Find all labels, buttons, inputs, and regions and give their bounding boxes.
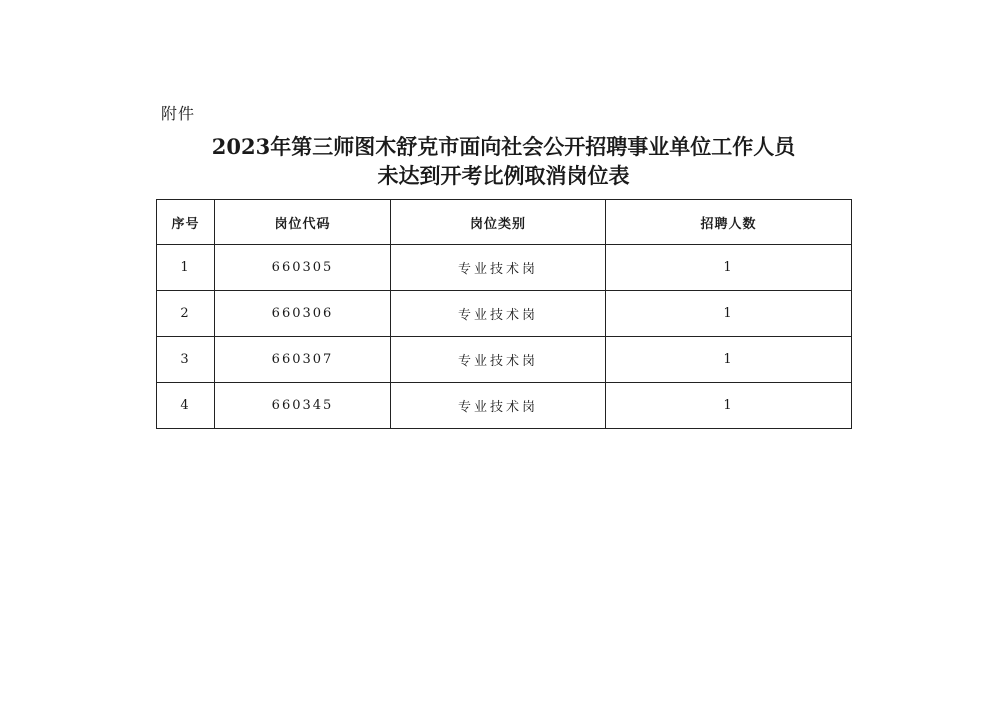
cell-index: 3 [157,337,215,383]
attachment-label: 附件 [161,104,196,123]
cell-index: 1 [157,245,215,291]
cell-position-category: 专业技术岗 [391,291,606,337]
cell-recruit-count: 1 [606,383,852,429]
cell-position-category: 专业技术岗 [391,337,606,383]
cancelled-positions-table [156,199,852,429]
header-position-category: 岗位类别 [391,200,606,245]
table-row [157,337,852,383]
cell-recruit-count: 1 [606,337,852,383]
cell-position-code: 660345 [215,383,391,429]
table-header-row [157,200,852,245]
cell-recruit-count: 1 [606,245,852,291]
cell-index: 4 [157,383,215,429]
document-title-line-1: 2023年第三师图木舒克市面向社会公开招聘事业单位工作人员 [211,134,796,159]
document-title-line-2: 未达到开考比例取消岗位表 [377,163,630,188]
cell-position-code: 660306 [215,291,391,337]
cell-index: 2 [157,291,215,337]
header-recruit-count: 招聘人数 [606,200,852,245]
cell-position-code: 660305 [215,245,391,291]
cell-position-category: 专业技术岗 [391,383,606,429]
header-index: 序号 [157,200,215,245]
cell-position-code: 660307 [215,337,391,383]
cell-position-category: 专业技术岗 [391,245,606,291]
cell-recruit-count: 1 [606,291,852,337]
header-position-code: 岗位代码 [215,200,391,245]
table-row [157,291,852,337]
table-row [157,245,852,291]
table-row [157,383,852,429]
